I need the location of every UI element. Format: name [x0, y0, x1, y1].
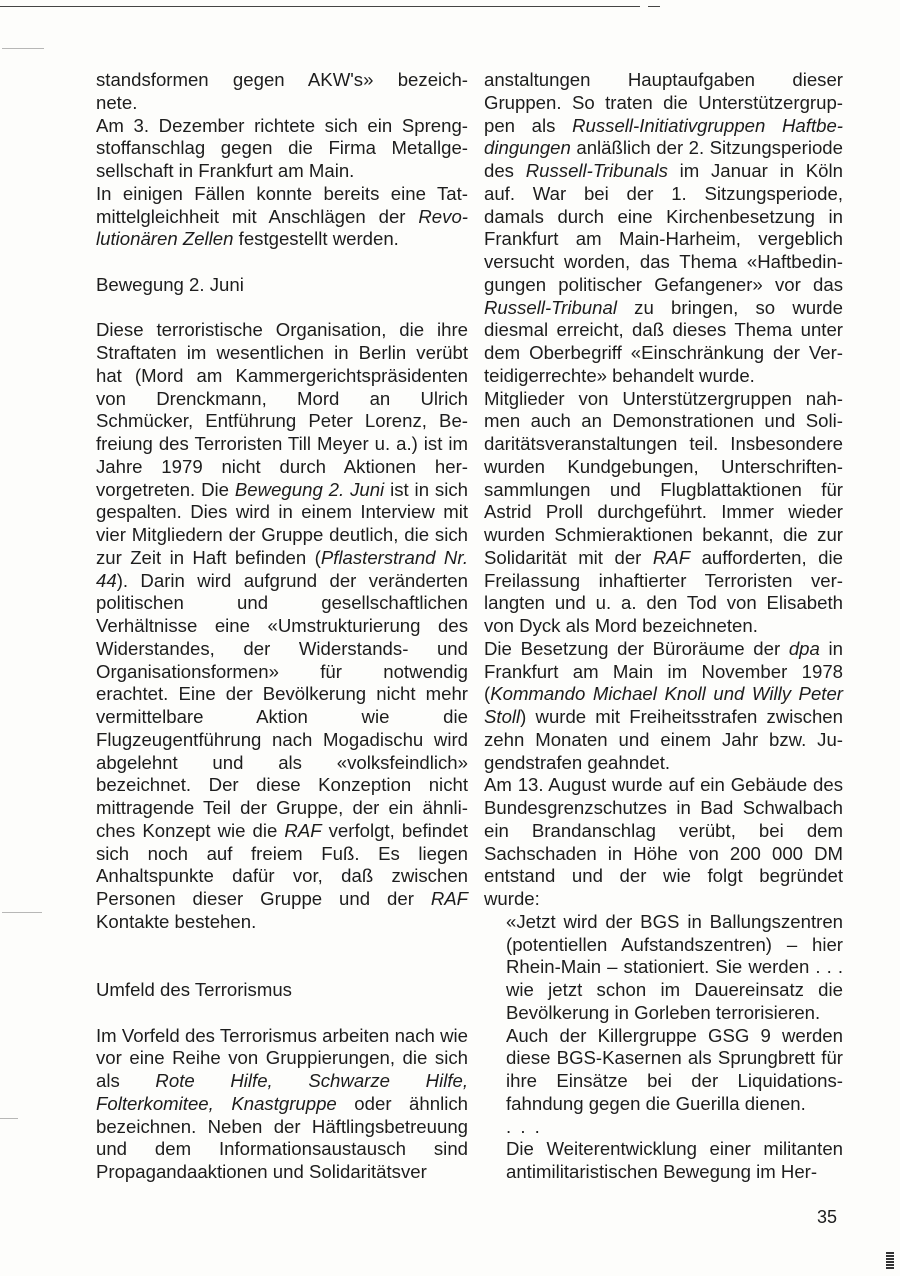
left-paragraph-5: [96, 1025, 468, 1184]
text-run: In einigen Fällen konnte bereits eine Tatmittelgleichheit mit Anschlägen der: [96, 182, 468, 227]
italic-run: RAF: [430, 888, 468, 909]
quote-block-1: «Jetzt wird der BGS in Ballungszentren (potentiellen Aufstandszentren) – hier Rhein-Main – stationiert. Sie werden . . . wie jetzt schon im Dauereinsatz die Bevölkerung in Gorleben terrorisieren.: [506, 910, 843, 1023]
italic-run: Russell-Initiativgruppen Haftbedingungen: [484, 114, 843, 159]
text-run: aufforderten, die Freilassung inhaftierter Terroristen verlangten und u. a. den Tod von Elisabeth von Dyck als Mord bezeichneten.: [484, 546, 843, 636]
scan-speck: [0, 1118, 18, 1119]
italic-run: Russell-Tribunals: [525, 160, 668, 181]
left-paragraph-4: [96, 319, 468, 933]
section-heading-bewegung: Bewegung 2. Juni: [96, 273, 244, 295]
italic-run: Russell-Tribunal: [484, 296, 617, 318]
italic-run: RAF: [652, 546, 691, 568]
text-run: oder ähnlich bezeichnen. Neben der Häftlingsbetreuung und dem Informationsaustausch sind Propagandaaktionen und Solidaritätsver: [96, 1092, 468, 1182]
page-number: 35: [817, 1207, 838, 1227]
scan-speck: [2, 48, 44, 49]
text-run: anläßlich der 2. Sitzungsperiode des: [484, 137, 843, 181]
italic-run: Pflasterstrand Nr. 44: [96, 546, 468, 591]
text-run: verfolgt, befindet sich noch auf freiem Fuß. Es liegen Anhaltspunkte dafür vor, daß zwischen Personen dieser Gruppe und der: [96, 819, 468, 909]
text-run: anstaltungen Hauptaufgaben dieser Gruppen. So traten die Unterstützergruppen als: [484, 69, 843, 136]
text-run: ist in sich gespalten. Dies wird in einem Interview mit vier Mitgliedern der Gruppe deutlich, die sich zur Zeit in Haft befinden (: [96, 478, 468, 568]
text-line: nete.: [96, 91, 138, 113]
right-column: [484, 69, 843, 1184]
right-paragraph-1: [484, 69, 843, 388]
text-run: in Frankfurt am Main im November 1978 (: [484, 637, 843, 705]
top-rule-mark: [648, 6, 660, 7]
quote-block-3: Die Weiterentwicklung einer militanten antimilitaristischen Bewegung im Her-: [506, 1138, 843, 1182]
quote-block-2: Auch der Killergruppe GSG 9 werden diese BGS-Kasernen als Sprungbrett für ihre Einsätze bei der Liquidationsfahndung gegen die Guerilla dienen.: [506, 1024, 843, 1114]
right-paragraph-3: [484, 638, 843, 775]
right-paragraph-4: Am 13. August wurde auf ein Gebäude des Bundesgrenzschutzes in Bad Schwalbach ein Brandanschlag verübt, bei dem Sachschaden in Höhe von 200 000 DM entstand und der wie folgt begründet wurde:: [484, 774, 843, 909]
italic-run: dpa: [788, 637, 820, 659]
right-paragraph-2: [484, 388, 843, 638]
italic-run: Revolutionären Zellen: [96, 205, 468, 250]
left-column: [96, 69, 468, 1184]
left-paragraph-1: [96, 69, 468, 115]
text-run: Kontakte bestehen.: [96, 910, 257, 932]
left-paragraph-3: [96, 183, 468, 251]
scan-edge-mark: [886, 1252, 894, 1270]
section-heading-umfeld: Umfeld des Terrorismus: [96, 979, 292, 1000]
text-run: ) wurde mit Freiheitsstrafen zwischen zehn Monaten und einem Jahr bzw. Jugendstrafen geahndet.: [484, 706, 843, 773]
scan-speck: [2, 912, 42, 913]
italic-run: Rote Hilfe, Schwarze Hilfe, Folterkomitee, Knastgruppe: [96, 1070, 468, 1114]
text-run: zu bringen, so wurde diesmal erreicht, daß dieses Thema unter dem Oberbegriff «Einschränkung der Verteidigerrechte» behandelt wurde.: [484, 296, 843, 386]
text-run: festgestellt werden.: [233, 228, 399, 250]
text-run: ). Darin wird aufgrund der veränderten politischen und gesellschaftlichen Verhältnisse eine «Umstrukturierung des Widerstandes, der Widerstands- und Organisationsformen» für notwendig erachtet. Eine der Bevölkerung nicht mehr vermittelbare Aktion wie die Flugzeugentführung nach Mogadischu wird abgelehnt und als «volksfeindlich» bezeichnet. Der diese Konzeption nicht mittragende Teil der Gruppe, der ein ähnliches Konzept wie die: [96, 569, 468, 841]
italic-run: RAF: [284, 819, 322, 841]
quote-ellipsis: . . .: [506, 1115, 542, 1137]
text-run: Die Besetzung der Büroräume der: [484, 637, 789, 659]
italic-run: Kommando Michael Knoll und Willy Peter Stoll: [484, 683, 843, 727]
left-paragraph-2: Am 3. Dezember richtete sich ein Sprengstoffanschlag gegen die Firma Metallgesellschaft in Frankfurt am Main.: [96, 114, 468, 181]
top-rule: [0, 6, 640, 7]
text-run: Diese terroristische Organisation, die ihre Straftaten im wesentlichen in Berlin verübt hat (Mord am Kammergerichtspräsidenten von Drenckmann, Mord an Ulrich Schmücker, Entführung Peter Lorenz, Befreiung des Terroristen Till Meyer u. a.) ist im Jahre 1979 nicht durch Aktionen hervorgetreten. Die: [96, 319, 468, 500]
italic-run: Bewegung 2. Juni: [234, 478, 385, 500]
text-run: im Januar in Köln auf. War bei der 1. Sitzungsperiode, damals durch eine Kirchenbesetzung in Frankfurt am Main-Harheim, vergeblich versucht worden, das Thema «Haftbedingungen politischer Gefangener» vor das: [484, 160, 843, 295]
text-run: Mitglieder von Unterstützergruppen nahmen auch an Demonstrationen und Solidaritätsveranstaltungen teil. Insbesondere wurden Kundgebungen, Unterschriftensammlungen und Flugblattaktionen für Astrid Proll durchgeführt. Immer wieder wurden Schmieraktionen bekannt, die zur Solidarität mit der: [484, 387, 843, 568]
text-line: standsformen gegen AKW's» bezeich-: [96, 69, 468, 90]
text-run: Im Vorfeld des Terrorismus arbeiten nach wie vor eine Reihe von Gruppierungen, die sich als: [96, 1024, 468, 1091]
